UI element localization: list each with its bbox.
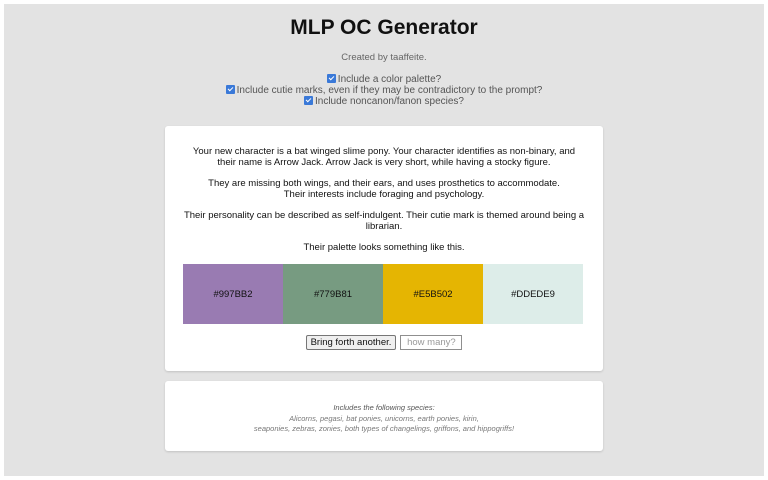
species-line: Alicorns, pegasi, bat ponies, unicorns, earth ponies, kirin, (289, 413, 479, 423)
swatch-hex-label: #E5B502 (413, 288, 453, 300)
swatch-hex-label: #779B81 (313, 288, 353, 300)
option-color-palette[interactable] (4, 74, 764, 85)
option-noncanon-species[interactable] (4, 96, 764, 107)
palette-swatch (483, 264, 583, 324)
option-label: Include noncanon/fanon species? (314, 96, 464, 107)
palette-intro: Their palette looks something like this. (303, 242, 465, 253)
result-card (165, 126, 603, 371)
page-title: MLP OC Generator (290, 16, 478, 39)
palette-swatch (183, 264, 283, 324)
description-paragraph: Their personality can be described as self-indulgent. Their cutie mark is themed around being a librarian. (183, 210, 585, 232)
noncanon-species-checkbox[interactable] (304, 96, 313, 105)
count-input[interactable]: how many? (400, 335, 462, 350)
species-info-card (165, 381, 603, 451)
species-line: seaponies, zebras, zonies, both types of changelings, griffons, and hippogriffs! (253, 424, 515, 433)
description-line: Their interests include foraging and psychology. (283, 189, 485, 200)
palette-swatch (383, 264, 483, 324)
color-palette (183, 264, 583, 324)
page-background (4, 4, 764, 476)
option-label: Include a color palette? (337, 74, 442, 85)
option-label: Include cutie marks, even if they may be contradictory to the prompt? (236, 85, 543, 96)
species-info (165, 403, 603, 435)
actions-row (165, 335, 603, 350)
description-paragraph: Your new character is a bat winged slime pony. Your character identifies as non-binary, and their name is Arrow Jack. Arrow Jack is very short, while having a stocky figure. (192, 146, 576, 168)
species-heading: Includes the following species: (333, 403, 435, 412)
swatch-hex-label: #997BB2 (213, 288, 253, 300)
color-palette-checkbox[interactable] (327, 74, 336, 83)
cutie-marks-checkbox[interactable] (226, 85, 235, 94)
description-line: They are missing both wings, and their ears, and uses prosthetics to accommodate. (208, 178, 560, 189)
swatch-hex-label: #DDEDE9 (511, 288, 555, 300)
options-group (4, 74, 764, 107)
description-paragraph (183, 178, 585, 200)
option-cutie-marks[interactable] (4, 85, 764, 96)
generate-button[interactable]: Bring forth another. (306, 335, 397, 350)
credit-text: Created by taaffeite. (341, 52, 427, 63)
palette-swatch (283, 264, 383, 324)
